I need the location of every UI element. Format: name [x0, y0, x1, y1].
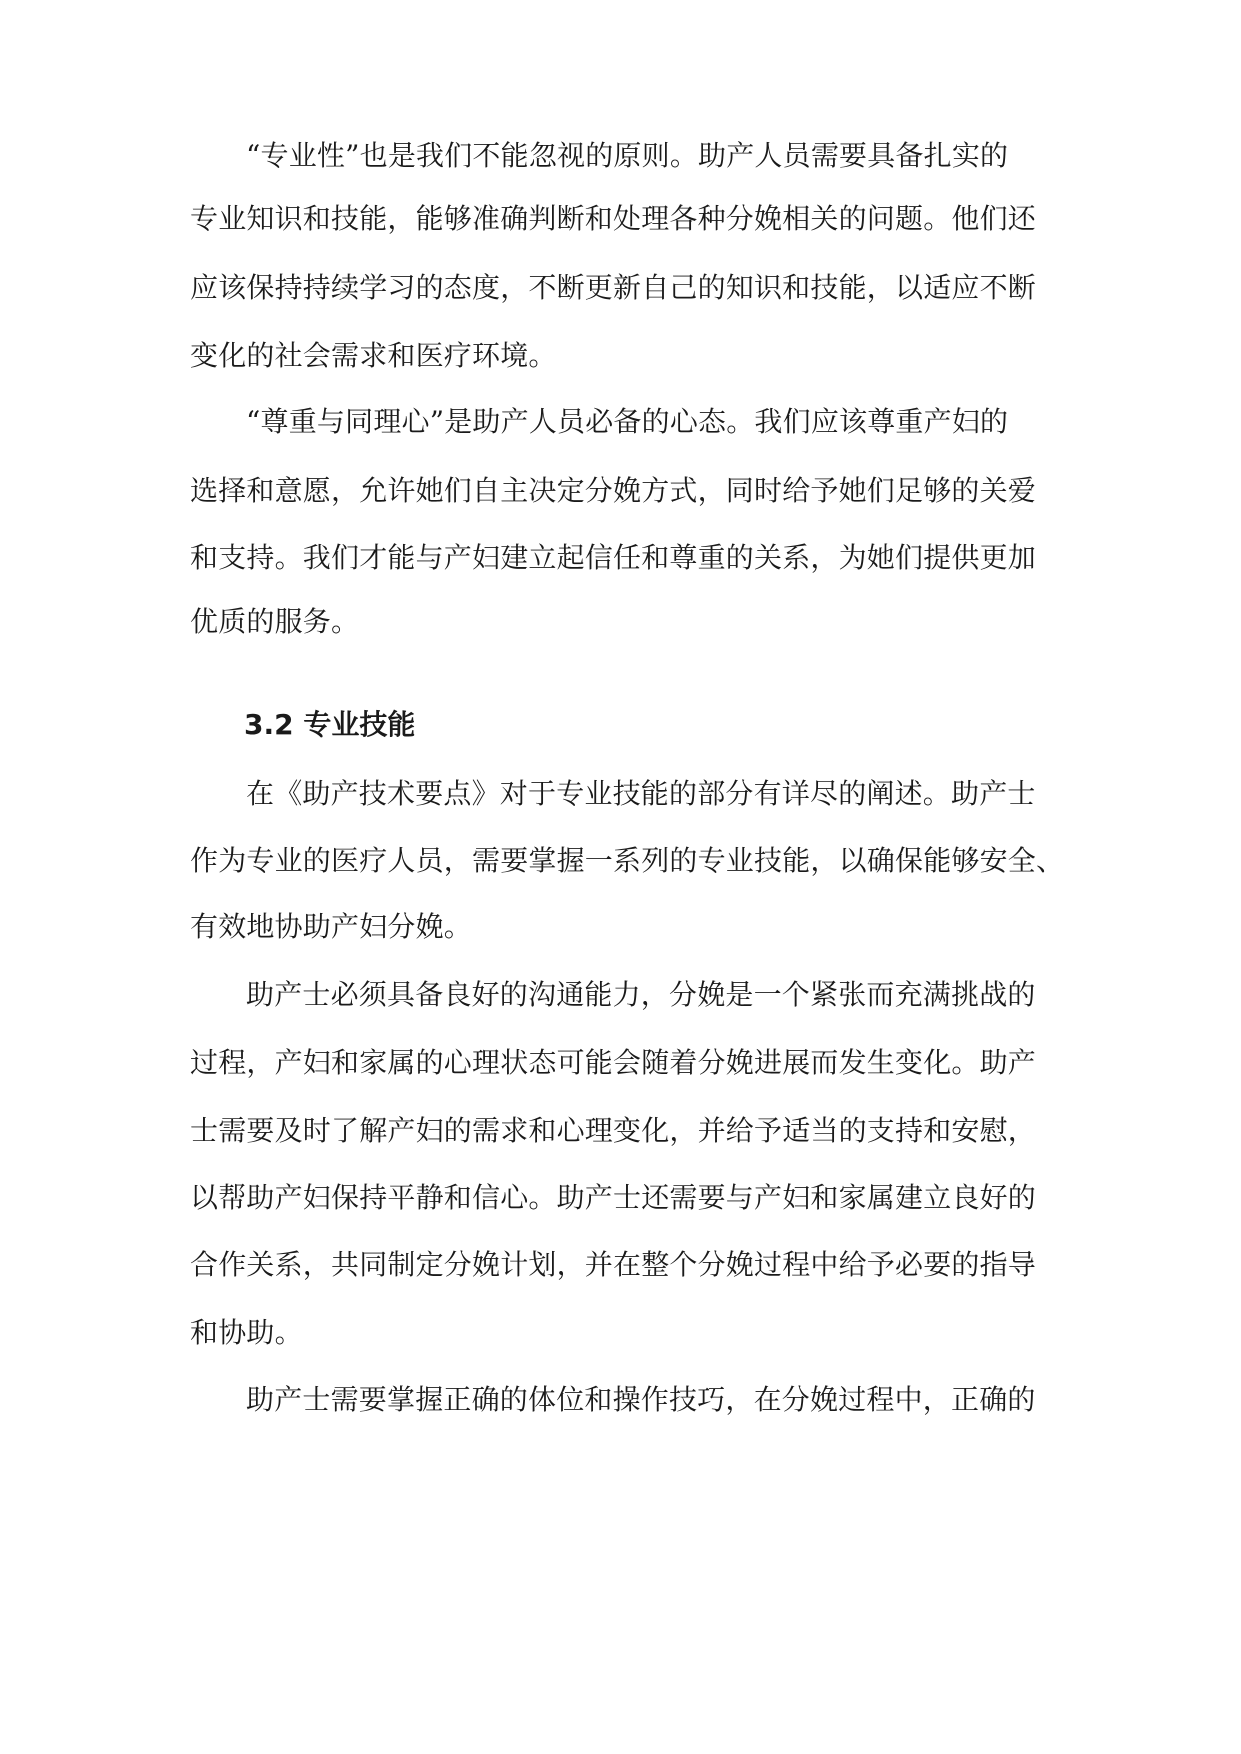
paragraph-5-line-1: 助产士需要掌握正确的体位和操作技巧，在分娩过程中，正确的 — [246, 1383, 1036, 1416]
paragraph-4-line-5: 合作关系，共同制定分娩计划，并在整个分娩过程中给予必要的指导 — [190, 1248, 1037, 1281]
paragraph-2-line-2: 选择和意愿，允许她们自主决定分娩方式，同时给予她们足够的关爱 — [190, 474, 1037, 507]
paragraph-2-line-3: 和支持。我们才能与产妇建立起信任和尊重的关系，为她们提供更加 — [190, 541, 1037, 574]
paragraph-4-line-1: 助产士必须具备良好的沟通能力，分娩是一个紧张而充满挑战的 — [246, 978, 1036, 1011]
paragraph-3-line-1: 在《助产技术要点》对于专业技能的部分有详尽的阐述。助产士 — [246, 777, 1036, 810]
paragraph-2-line-4: 优质的服务。 — [190, 605, 360, 638]
paragraph-4-line-4: 以帮助产妇保持平静和信心。助产士还需要与产妇和家属建立良好的 — [190, 1181, 1037, 1214]
paragraph-4-line-3: 士需要及时了解产妇的需求和心理变化，并给予适当的支持和安慰， — [190, 1114, 1037, 1147]
paragraph-1-line-2: 专业知识和技能，能够准确判断和处理各种分娩相关的问题。他们还 — [190, 202, 1037, 235]
paragraph-1-line-4: 变化的社会需求和医疗环境。 — [190, 339, 557, 372]
paragraph-1-line-1: “专业性”也是我们不能忽视的原则。助产人员需要具备扎实的 — [246, 139, 1009, 172]
paragraph-3-line-3: 有效地协助产妇分娩。 — [190, 910, 473, 943]
paragraph-3-line-2: 作为专业的医疗人员，需要掌握一系列的专业技能，以确保能够安全、 — [190, 844, 1065, 877]
section-heading: 3.2 专业技能 — [244, 708, 416, 741]
paragraph-4-line-2: 过程，产妇和家属的心理状态可能会随着分娩进展而发生变化。助产 — [190, 1046, 1037, 1079]
paragraph-2-line-1: “尊重与同理心”是助产人员必备的心态。我们应该尊重产妇的 — [246, 405, 1009, 438]
paragraph-1-line-3: 应该保持持续学习的态度，不断更新自己的知识和技能，以适应不断 — [190, 271, 1037, 304]
paragraph-4-line-6: 和协助。 — [190, 1316, 303, 1349]
